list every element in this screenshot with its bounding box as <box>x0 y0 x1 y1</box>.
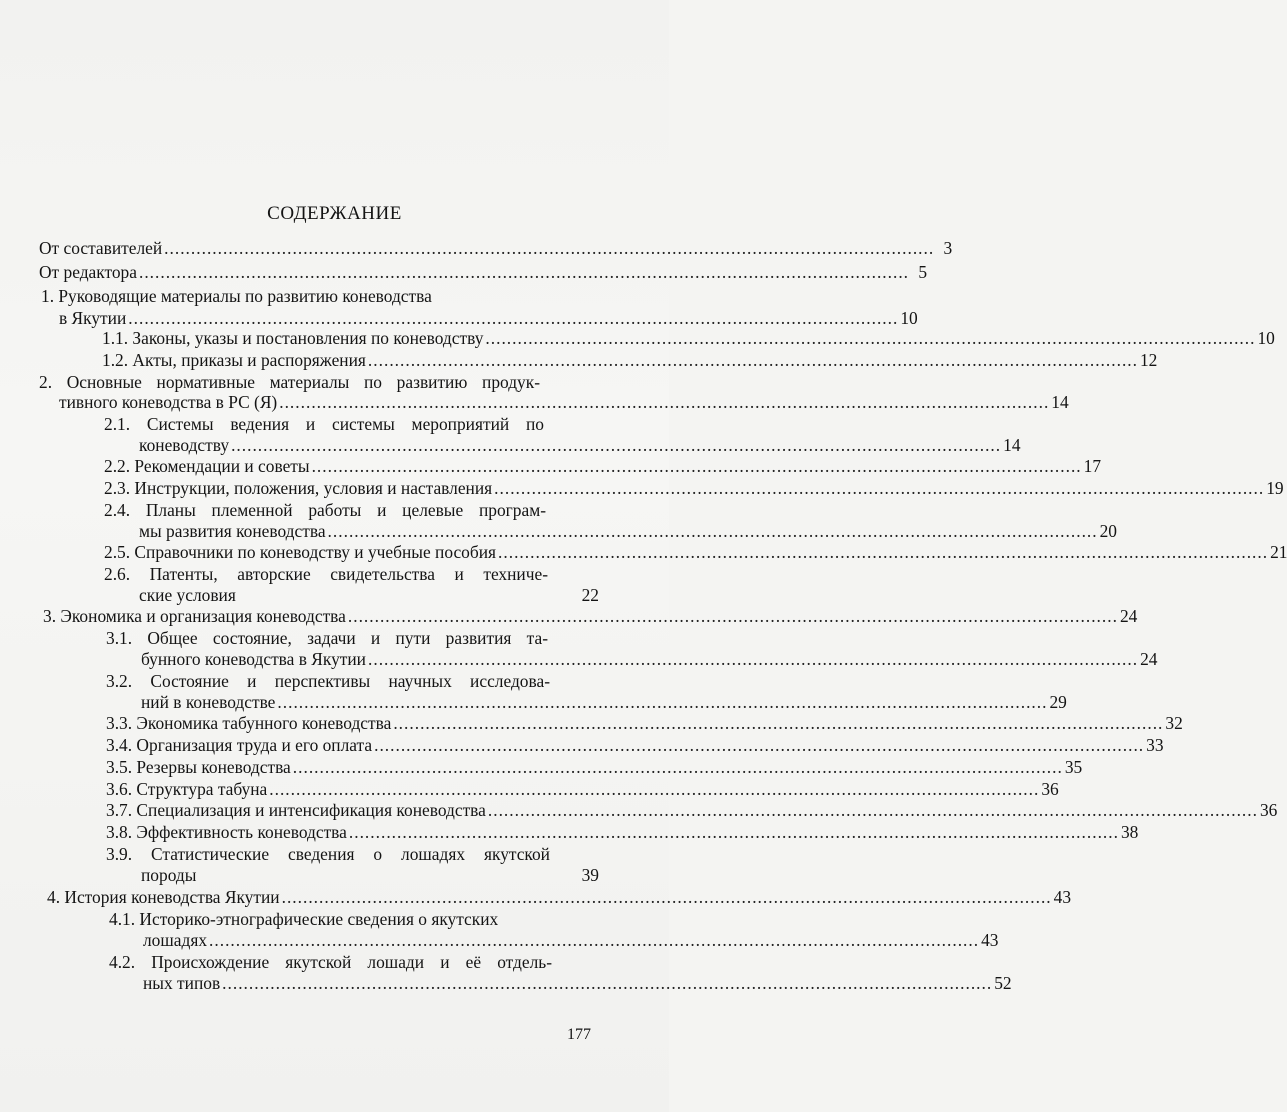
toc-entry-2-1-line1[interactable] <box>104 413 544 435</box>
toc-entry-3-1-line1[interactable] <box>106 627 548 649</box>
toc-page-number: 36 <box>1259 800 1278 820</box>
toc-section-2-line1[interactable] <box>39 371 540 393</box>
toc-leader-dots: ................................................................................................................................................ <box>347 606 1118 626</box>
toc-entry-label: 3. Экономика и организация коневодства <box>43 606 346 626</box>
toc-leader-dots: ................................................................................................................................................ <box>368 649 1139 669</box>
toc-leader-dots: ................................................................................................................................................ <box>348 822 1119 842</box>
toc-leader-dots: ................................................................................................................................................ <box>281 887 1052 907</box>
toc-entry-label: 4.2. Происхождение якутской лошади и её отдель- <box>109 952 552 972</box>
toc-leader-dots: ................................................................................................................................................ <box>292 757 1063 777</box>
toc-leader-dots: ................................................................................................................................................ <box>164 238 935 258</box>
toc-page-number: 20 <box>1099 521 1117 541</box>
toc-entry-label: лошадях <box>143 930 208 950</box>
toc-entry-label: 4.1. Историко-этнографические сведения о якутских <box>109 909 499 929</box>
toc-leader-dots: ................................................................................................................................................ <box>485 328 1256 348</box>
toc-entry-label: 3.6. Структура табуна <box>106 779 268 799</box>
toc-entry-4-2-line1[interactable] <box>109 951 552 973</box>
toc-entry-label: породы <box>141 865 197 885</box>
toc-entry-3-1-line2[interactable] <box>141 648 1158 670</box>
toc-entry-label: 3.3. Экономика табунного коневодства <box>106 713 392 733</box>
toc-page-number: 14 <box>1003 435 1021 455</box>
toc-entry-label: 3.1. Общее состояние, задачи и пути развития та- <box>106 628 548 648</box>
toc-entry-editor[interactable] <box>39 261 928 283</box>
toc-page-number: 24 <box>1140 649 1158 669</box>
toc-entry-label: 4. История коневодства Якутии <box>47 887 280 907</box>
toc-page-number: 10 <box>1257 328 1275 348</box>
toc-entry-label: 1.1. Законы, указы и постановления по коневодству <box>102 328 484 348</box>
toc-entry-label: 2.2. Рекомендации и советы <box>104 456 310 476</box>
toc-page-number: 10 <box>900 308 918 328</box>
toc-entry-3-7[interactable] <box>106 799 1278 821</box>
toc-leader-dots: ................................................................................................................................................ <box>231 435 1002 455</box>
toc-entry-3-2-line1[interactable] <box>106 670 550 692</box>
toc-entry-label: 2. Основные нормативные материалы по развитию продук- <box>39 372 540 392</box>
toc-entry-label: ские условия <box>139 585 236 605</box>
toc-entry-3-3[interactable] <box>106 712 1183 734</box>
toc-leader-dots: ................................................................................................................................................ <box>374 735 1145 755</box>
toc-page-number: 19 <box>1266 478 1284 498</box>
toc-entry-3-9-line2[interactable] <box>141 864 599 886</box>
toc-leader-dots: ................................................................................................................................................ <box>128 308 899 328</box>
toc-entry-label: 3.5. Резервы коневодства <box>106 757 291 777</box>
toc-page-number: 24 <box>1119 606 1138 626</box>
toc-page-number: 38 <box>1120 822 1139 842</box>
toc-leader-dots: ................................................................................................................................................ <box>498 542 1269 562</box>
toc-section-3[interactable] <box>43 605 1138 627</box>
toc-page-number: 17 <box>1083 456 1102 476</box>
toc-entry-label: ных типов <box>143 973 221 993</box>
toc-leader-dots: ................................................................................................................................................ <box>327 521 1098 541</box>
toc-entry-1-2[interactable] <box>102 349 1158 371</box>
toc-entry-label: 1. Руководящие материалы по развитию коневодства <box>41 286 432 306</box>
toc-entry-1-1[interactable] <box>102 327 1275 349</box>
toc-page-number: 39 <box>581 865 599 885</box>
toc-entry-2-6-line1[interactable] <box>104 563 548 585</box>
toc-section-1-line2[interactable] <box>59 307 918 329</box>
toc-entry-label: 3.9. Статистические сведения о лошадях якутской <box>106 844 550 864</box>
toc-entry-label: мы развития коневодства <box>139 521 326 541</box>
toc-leader-dots: ................................................................................................................................................ <box>222 973 993 993</box>
toc-entry-2-1-line2[interactable] <box>139 434 1021 456</box>
toc-leader-dots: ................................................................................................................................................ <box>487 800 1258 820</box>
toc-section-1-line1[interactable] <box>41 285 521 307</box>
toc-entry-label: 2.6. Патенты, авторские свидетельства и техниче- <box>104 564 548 584</box>
toc-page-number: 43 <box>981 930 999 950</box>
toc-leader-dots: ................................................................................................................................................ <box>209 930 980 950</box>
toc-entry-label: 2.4. Планы племенной работы и целевые програм- <box>104 500 546 520</box>
toc-entry-2-5[interactable] <box>104 541 1287 563</box>
toc-leader-dots: ................................................................................................................................................ <box>277 692 1048 712</box>
toc-entry-label: От редактора <box>39 262 137 282</box>
toc-page-number: 29 <box>1049 692 1067 712</box>
toc-entry-2-2[interactable] <box>104 455 1102 477</box>
toc-page-number: 3 <box>943 238 953 258</box>
toc-page-number: 12 <box>1139 350 1158 370</box>
toc-section-4[interactable] <box>47 886 1072 908</box>
toc-entry-label: 2.3. Инструкции, положения, условия и наставления <box>104 478 493 498</box>
page-number-footer: 177 <box>567 1026 591 1043</box>
toc-leader-dots: ................................................................................................................................................ <box>494 478 1265 498</box>
toc-entry-label: 3.7. Специализация и интенсификация коневодства <box>106 800 486 820</box>
toc-page-number: 36 <box>1041 779 1059 799</box>
toc-entry-label: 1.2. Акты, приказы и распоряжения <box>102 350 366 370</box>
toc-entry-2-4-line2[interactable] <box>139 520 1117 542</box>
toc-page-number: 32 <box>1165 713 1183 733</box>
toc-section-2-line2[interactable] <box>59 391 1069 413</box>
toc-leader-dots: ................................................................................................................................................ <box>138 262 910 282</box>
toc-entry-2-3[interactable] <box>104 477 1284 499</box>
toc-entry-label: 3.8. Эффективность коневодства <box>106 822 347 842</box>
toc-entry-compilers[interactable] <box>39 237 953 259</box>
toc-entry-label: От составителей <box>39 238 163 258</box>
toc-leader-dots: ................................................................................................................................................ <box>367 350 1138 370</box>
toc-page-number: 5 <box>918 262 928 282</box>
toc-leader-dots: ................................................................................................................................................ <box>311 456 1082 476</box>
toc-entry-4-2-line2[interactable] <box>143 972 1012 994</box>
toc-entry-4-1-line2[interactable] <box>143 929 999 951</box>
toc-entry-2-4-line1[interactable] <box>104 499 546 521</box>
toc-entry-3-4[interactable] <box>106 734 1164 756</box>
toc-entry-3-2-line2[interactable] <box>141 691 1067 713</box>
toc-entry-label: в Якутии <box>59 308 127 328</box>
toc-entry-3-5[interactable] <box>106 756 1083 778</box>
toc-leader-dots: ................................................................................................................................................ <box>279 392 1050 412</box>
toc-entry-label: бунного коневодства в Якутии <box>141 649 366 669</box>
toc-entry-3-8[interactable] <box>106 821 1139 843</box>
toc-page-number: 35 <box>1064 757 1083 777</box>
toc-leader-dots: ................................................................................................................................................ <box>269 779 1040 799</box>
toc-page-number: 22 <box>581 585 599 605</box>
toc-entry-3-9-line1[interactable] <box>106 843 550 865</box>
toc-page-number: 33 <box>1146 735 1164 755</box>
toc-page-number: 52 <box>994 973 1012 993</box>
page-title: СОДЕРЖАНИЕ <box>267 203 402 224</box>
toc-entry-label: 3.2. Состояние и перспективы научных исследова- <box>106 671 550 691</box>
toc-leader-dots: ................................................................................................................................................ <box>393 713 1164 733</box>
toc-entry-4-1-line1[interactable] <box>109 908 559 930</box>
toc-page-number: 43 <box>1053 887 1072 907</box>
toc-entry-label: 3.4. Организация труда и его оплата <box>106 735 373 755</box>
toc-entry-2-6-line2[interactable] <box>139 584 599 606</box>
toc-page-number: 14 <box>1051 392 1069 412</box>
toc-entry-label: 2.5. Справочники по коневодству и учебные пособия <box>104 542 497 562</box>
toc-page-number: 21 <box>1270 542 1287 562</box>
toc-entry-label: 2.1. Системы ведения и системы мероприятий по <box>104 414 544 434</box>
toc-entry-label: тивного коневодства в РС (Я) <box>59 392 278 412</box>
toc-entry-label: ний в коневодстве <box>141 692 276 712</box>
toc-entry-label: коневодству <box>139 435 230 455</box>
toc-entry-3-6[interactable] <box>106 778 1059 800</box>
